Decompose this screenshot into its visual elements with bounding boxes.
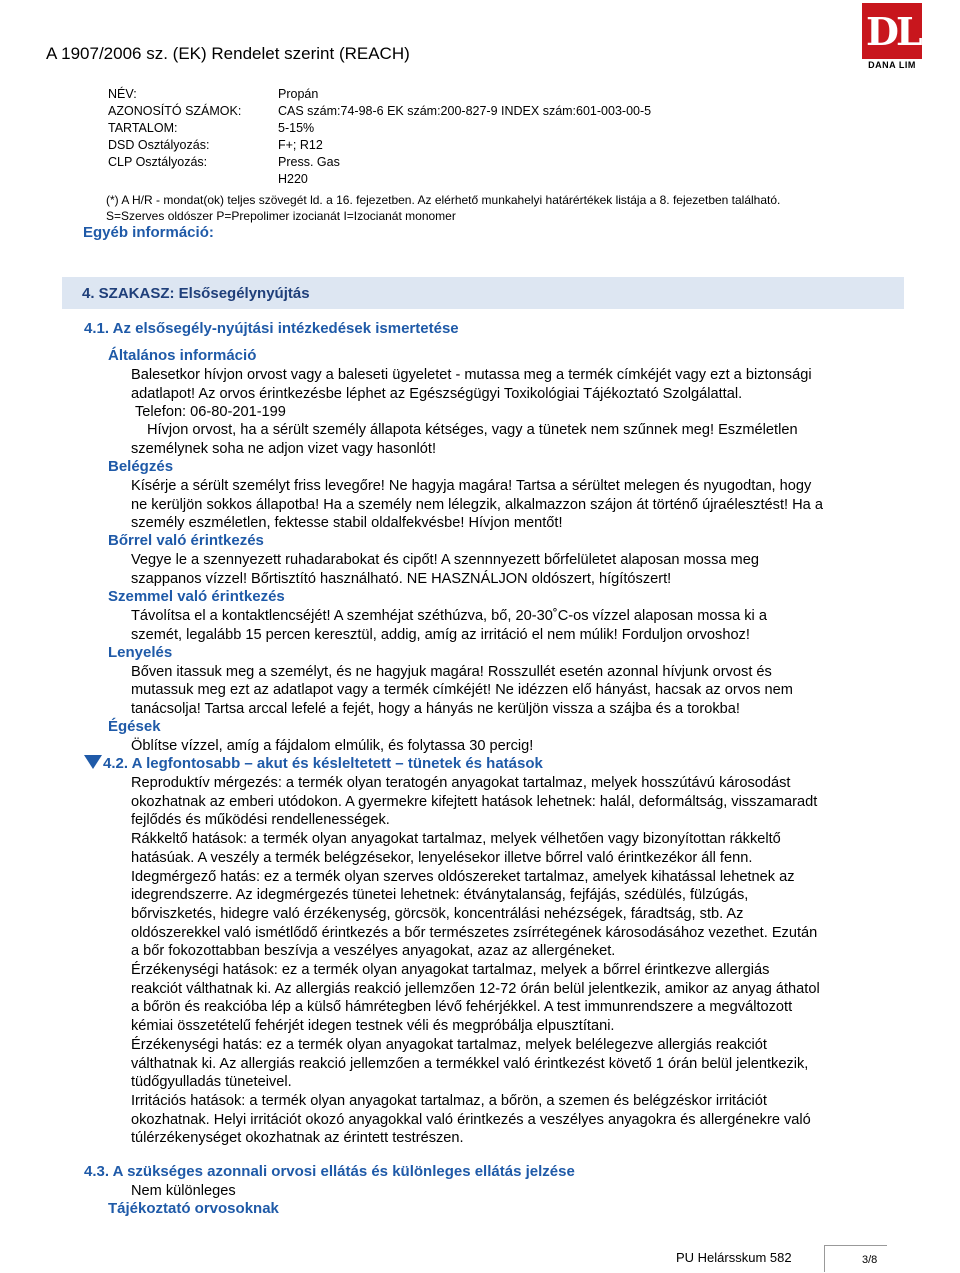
company-logo (862, 3, 922, 71)
dsd-label: DSD Osztályozás: (108, 138, 210, 152)
id-numbers-label: AZONOSÍTÓ SZÁMOK: (108, 104, 242, 118)
symptoms-line: okozhatnak. Helyi irritációt okozó anyagokkal való érintkezés a veszélyes anyagokra és allergénekre való (131, 1111, 811, 1128)
name-label: NÉV: (108, 87, 137, 101)
name-value: Propán (278, 87, 319, 101)
subsection-4-1-heading: 4.1. Az elsősegély-nyújtási intézkedések ismertetése (84, 320, 459, 337)
logo-mark (862, 3, 922, 59)
symptoms-line: Idegmérgező hatás: ez a termék olyan szerves oldószereket tartalmaz, amelyek kihatással lehetnek az (131, 868, 795, 885)
general-info-line: Balesetkor hívjon orvost vagy a baleseti ügyeletet - mutassa meg a termék címkéjét vagy ezt a biztonsági (131, 367, 812, 383)
symptoms-line: idegrendszerre. Az idegmérgezés tünetei lehetnek: étványtalanság, fejfájás, szédülés, fülzúgás, (131, 887, 749, 904)
skin-contact-line: szappanos vízzel! Bőrtisztító használható. NE HASZNÁLJON oldószert, hígítószert! (131, 571, 672, 587)
logo-subtitle: DANA LIM (868, 60, 916, 70)
section-title: 4. SZAKASZ: Elsősegélynyújtás (82, 285, 310, 302)
symptoms-line: Érzékenységi hatások: ez a termék olyan anyagokat tartalmaz, melyek a bőrrel érintkezve allergiás (131, 962, 770, 978)
inhalation-line: személy eszméletlen, fektesse stabil oldalfekvésbe! Hívjon mentőt! (131, 515, 563, 531)
ingestion-heading: Lenyelés (108, 644, 173, 661)
id-numbers-value: CAS szám:74-98-6 EK szám:200-827-9 INDEX szám:601-003-00-5 (278, 104, 652, 118)
clp-hazard-code: H220 (278, 172, 308, 186)
symptoms-line: reakciót válthatnak ki. Az allergiás reakció jellemzően 12-72 órán belül jelentkezik, amikor az anyag áthatol (131, 980, 820, 997)
clp-label: CLP Osztályozás: (108, 155, 208, 169)
symptoms-line: Érzékenységi hatás: ez a termék olyan anyagokat tartalmaz, melyek belélegezve allergiás reakciót (131, 1036, 767, 1053)
skin-contact-heading: Bőrrel való érintkezés (108, 532, 264, 549)
subsection-4-2-heading: 4.2. A legfontosabb – akut és késleltetett – tünetek és hatások (103, 755, 543, 772)
page-number-box (824, 1245, 887, 1272)
page-number: 3/8 (862, 1254, 878, 1266)
other-info-heading: Egyéb információ: (83, 224, 214, 241)
subsection-4-3-heading: 4.3. A szükséges azonnali orvosi ellátás és különleges ellátás jelzése (84, 1163, 575, 1180)
note-line-2: S=Szerves oldószer P=Prepolimer izocianát I=Izocianát monomer (106, 209, 456, 223)
note-line-1: (*) A H/R - mondat(ok) teljes szövegét ld. a 16. fejezetben. Az elérhető munkahelyi határértékek listája a 8. fejezetben található. (106, 193, 781, 207)
symptoms-line: túlérzékenységet okozhatnak az érintett testrészen. (131, 1130, 464, 1147)
general-info-phone: Telefon: 06-80-201-199 (135, 404, 286, 420)
eye-contact-line: szemét, legalább 15 percen keresztül, addig, amíg az irritáció el nem múlik! Forduljon orvoshoz! (131, 627, 750, 643)
logo-letters: DL (866, 9, 920, 54)
symptoms-line: bőrviszketés, hidegre való érzékenység, görcsök, koncentrálási nehézségek, fáradtság, stb. Az (131, 905, 744, 922)
symptoms-line: a bőrön és reakcióba lép a külső hámrétegben lévő fehérjékkel. A test immunrendszere a megváltozott (131, 999, 793, 1016)
symptoms-line: tüdőgyulladás tüneteivel. (131, 1074, 292, 1091)
change-marker-icon (84, 755, 102, 769)
eye-contact-heading: Szemmel való érintkezés (108, 588, 285, 605)
symptoms-line: a bőr fokozottabban beszívja a veszélyes anyagokat, azaz az allergéneket. (131, 943, 616, 960)
burns-line: Öblítse vízzel, amíg a fájdalom elmúlik, és folytassa 30 percig! (131, 738, 534, 754)
general-info-line: Hívjon orvost, ha a sérült személy állapota kétséges, vagy a tünetek nem szűnnek meg! Eszméletlen (147, 422, 798, 438)
special-treatment-text: Nem különleges (131, 1183, 236, 1199)
burns-heading: Égések (108, 718, 161, 735)
inhalation-heading: Belégzés (108, 458, 174, 475)
symptoms-line: Rákkeltő hatások: a termék olyan anyagokat tartalmaz, melyek vélhetően vagy bizonyítottan rákkeltő (131, 831, 781, 848)
symptoms-line: Reproduktív mérgezés: a termék olyan teratogén anyagokat tartalmaz, melyek hosszútávú károsodást (131, 775, 791, 791)
document-title: A 1907/2006 sz. (EK) Rendelet szerint (REACH) (46, 44, 410, 63)
general-info-line: személynek soha ne adjon vizet vagy hasonlót! (131, 441, 437, 457)
footer-product-name: PU Helársskum 582 (676, 1250, 792, 1265)
symptoms-line: oldószerekkel való ismétlődő érintkezés a bőr természetes zsírrétegének károsodásához vezethet. Ezután (131, 924, 818, 941)
general-info-heading: Általános információ (108, 347, 257, 364)
symptoms-line: okozhatnak az emberi utódokon. A gyermekre kifejtett hatások lehetnek: halál, deformáltság, visszamaradt (131, 793, 818, 810)
ingestion-line: tanácsolja! Tartsa arccal lefelé a fejét, hogy a hányás ne kerüljön vissza a szájba és a torokba! (131, 701, 740, 717)
content-label: TARTALOM: (108, 121, 178, 135)
ingestion-line: mutassuk meg ezt az adatlapot vagy a termék címkéjét! Ne idézzen elő hányást, hacsak az orvos nem (131, 682, 793, 698)
inhalation-line: Kísérje a sérült személyt friss levegőre! Ne hagyja magára! Tartsa a sérültet melegen és nyugodtan, hogy (131, 478, 812, 494)
symptoms-line: Irritációs hatások: a termék olyan anyagokat tartalmaz, a bőrön, a szemen és belégzéskor irritációt (131, 1092, 767, 1109)
symptoms-line: hatásúak. A veszély a termék belégzésekor, lenyelésekor illetve bőrrel való érintkezékor áll fenn. (131, 849, 753, 866)
symptoms-line: válthatnak ki. Az allergiás reakció jellemzően a termékkel való érintkezést követő 1 órán belül jelentkezik, (131, 1055, 809, 1072)
symptoms-line: kémiai összetételű fehérjét idegen testnek véli és megpróbálja elpusztítani. (131, 1018, 615, 1035)
dsd-value: F+; R12 (278, 138, 323, 152)
eye-contact-line: Távolítsa el a kontaktlencséjét! A szemhéjat széthúzva, bő, 20-30˚C-os vízzel alaposan mossa ki a (131, 608, 767, 624)
section-header (62, 277, 904, 309)
clp-value: Press. Gas (278, 155, 340, 169)
content-value: 5-15% (278, 121, 315, 135)
ingestion-line: Bőven itassuk meg a személyt, és ne hagyjuk magára! Rosszullét esetén azonnal hívjunk orvost és (131, 664, 772, 680)
symptoms-line: fejlődés és működési rendellenességek. (131, 812, 390, 829)
skin-contact-line: Vegye le a szennyezett ruhadarabokat és cipőt! A szennnyezett bőrfelületet alaposan mossa meg (131, 552, 759, 568)
doctor-info-heading: Tájékoztató orvosoknak (108, 1200, 279, 1217)
inhalation-line: ne kerüljön sokkos állapotba! Ha a személy nem lélegzik, alkalmazzon szájon át történő újraélesztést! Ha a (131, 497, 823, 513)
general-info-line: adatlapot! Az orvos érintkezésbe léphet az Egészségügyi Toxikológiai Tájékoztató Szolgálattal. (131, 386, 743, 402)
